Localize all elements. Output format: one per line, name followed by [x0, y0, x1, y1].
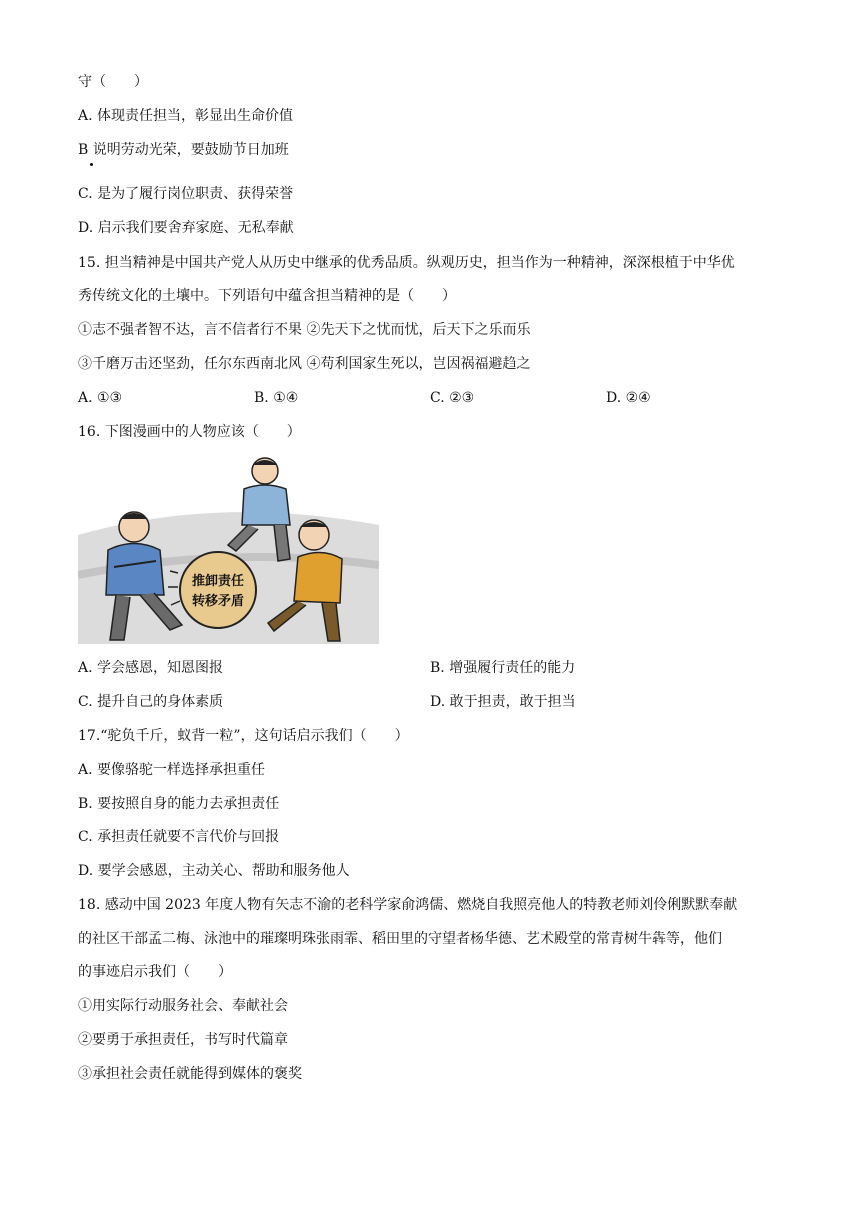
q17-stem: 17.“驼负千斤，蚁背一粒”，这句话启示我们（ ） — [78, 728, 409, 744]
q16-stem: 16. 下图漫画中的人物应该（ ） — [78, 424, 301, 440]
q17-option-a: A. 要像骆驼一样选择承担重任 — [78, 762, 266, 778]
q18-item-1: ①用实际行动服务社会、奉献社会 — [78, 998, 288, 1014]
comic-illustration — [78, 455, 379, 644]
ball-text-line1: 推卸责任 — [191, 573, 245, 588]
q18-stem-line1: 18. 感动中国 2023 年度人物有矢志不渝的老科学家俞鸿儒、燃烧自我照亮他人的特教老师刘伶俐默默奉献 — [78, 897, 738, 913]
q15-option-b: B. ①④ — [254, 390, 299, 406]
q14-stem-tail: 守（ ） — [78, 74, 148, 90]
q16-option-d: D. 敢于担责，敢于担当 — [430, 694, 576, 710]
ball-text-line2: 转移矛盾 — [191, 593, 245, 608]
q15-option-d: D. ②④ — [606, 390, 651, 406]
q14-option-b: B 说明劳动光荣，要鼓励节日加班 — [78, 142, 289, 158]
q18-stem-line2: 的社区干部孟二梅、泳池中的璀璨明珠张雨霏、稻田里的守望者杨华德、艺术殿堂的常青树牛犇等，他们 — [78, 931, 722, 947]
q14-option-a: A. 体现责任担当，彰显出生命价值 — [78, 108, 294, 124]
q15-items-3-4: ③千磨万击还坚劲，任尔东西南北风 ④苟利国家生死以，岂因祸福避趋之 — [78, 356, 531, 372]
q15-items-1-2: ①志不强者智不达，言不信者行不果 ②先天下之忧而忧，后天下之乐而乐 — [78, 322, 531, 338]
q17-option-d: D. 要学会感恩，主动关心、帮助和服务他人 — [78, 863, 350, 879]
q15-option-c: C. ②③ — [430, 390, 475, 406]
q18-item-2: ②要勇于承担责任，书写时代篇章 — [78, 1032, 288, 1048]
q18-item-3: ③承担社会责任就能得到媒体的褒奖 — [78, 1066, 302, 1082]
option-b-dot — [90, 163, 93, 166]
q15-stem-line1: 15. 担当精神是中国共产党人从历史中继承的优秀品质。纵观历史，担当作为一种精神，深深根植于中华优 — [78, 255, 735, 271]
q16-option-a: A. 学会感恩，知恩图报 — [78, 660, 224, 676]
q14-option-c: C. 是为了履行岗位职责、获得荣誉 — [78, 186, 294, 202]
q16-option-b: B. 增强履行责任的能力 — [430, 660, 576, 676]
q17-option-b: B. 要按照自身的能力去承担责任 — [78, 796, 280, 812]
q16-option-c: C. 提升自己的身体素质 — [78, 694, 224, 710]
q15-stem-line2: 秀传统文化的土壤中。下列语句中蕴含担当精神的是（ ） — [78, 288, 456, 304]
q18-stem-line3: 的事迹启示我们（ ） — [78, 964, 232, 980]
q15-option-a: A. ①③ — [78, 390, 123, 406]
q14-option-d: D. 启示我们要舍弃家庭、无私奉献 — [78, 220, 294, 236]
q17-option-c: C. 承担责任就要不言代价与回报 — [78, 829, 280, 845]
